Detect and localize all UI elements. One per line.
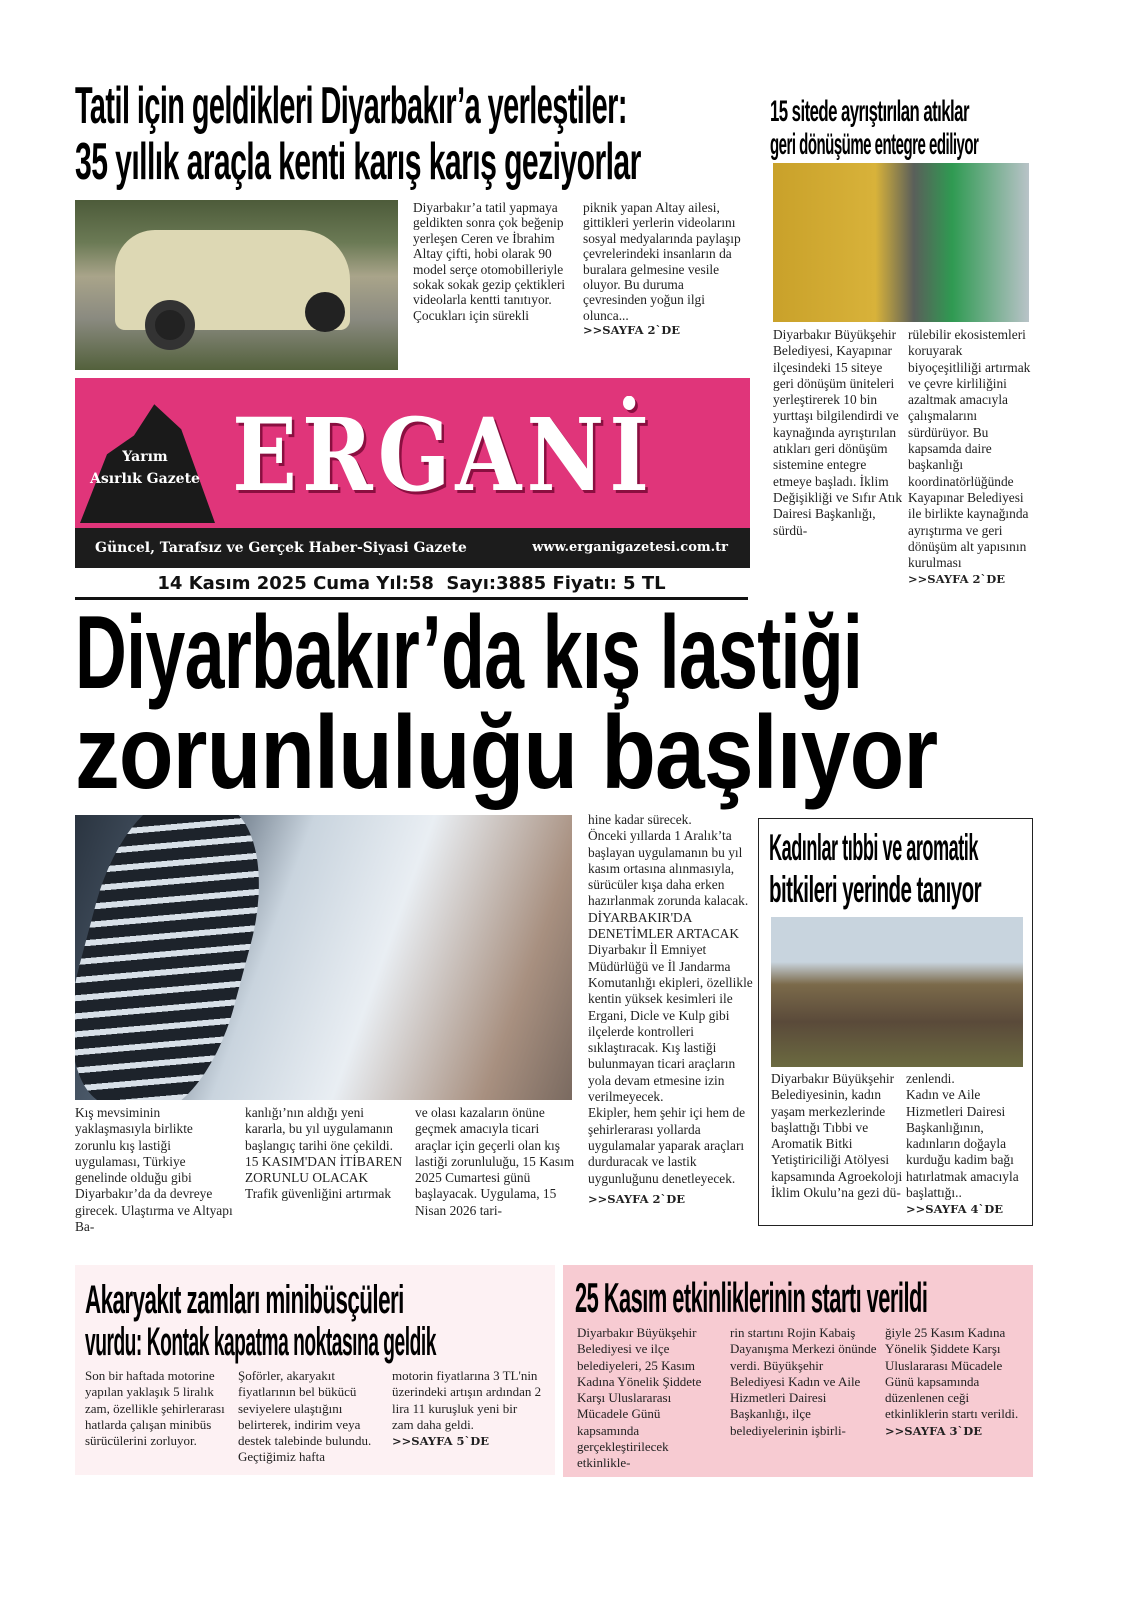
nov25-col1: Diyarbakır Büyükşehir Belediyesi ve ilçe belediyeleri, 25 Kasım Kadına Yönelik Şiddete Karşı Uluslararası Mücadele Günü kapsamında gerçekleştirilecek etkinlikle- <box>577 1325 702 1471</box>
nov25-col3 <box>885 1325 1030 1439</box>
top-story-col1: Diyarbakır’a tatil yapmaya geldikten sonra çok beğenip yerleşen Ceren ve İbrahim Altay çifti, hobi olarak 90 model serçe otomobilleriyle sokak sokak gezip çektikleri videolarla kentti tanıtıyor. Çocukları için sürekli <box>413 200 566 323</box>
nov25-box <box>563 1265 1033 1477</box>
headline-line: Diyarbakır’da kış lastiği <box>75 595 863 711</box>
headline-line: vurdu: Kontak kapatma noktasına geldik <box>85 1320 436 1364</box>
recycle-photo <box>773 163 1029 322</box>
herbs-photo <box>771 917 1023 1067</box>
headline-line: zorunluluğu başlıyor <box>75 695 938 811</box>
fuel-col1: Son bir haftada motorine yapılan yaklaşık 5 liralık zam, özellikle şehirlerarası hatlarda çalışan minibüs sürücülerini zorluyor. <box>85 1368 225 1449</box>
headline-line: Kadınlar tıbbi ve aromatik <box>769 827 978 868</box>
text: rülebilir ekosistemleri koruyarak biyoçeşitliliği artırmak ve çevre kirliliğini azaltmak amacıyla çalışmalarını sürdürüyor. Bu kapsamda daire başkanlığı koordinatörlüğünde Kayapınar Belediyesi ile birlikte kaynağında ayrıştırma ve geri dönüşüm alt yapısının kurulması <box>908 327 1031 571</box>
text: piknik yapan Altay ailesi, gittikleri yerlerin videolarını sosyal medyalarında paylaşıp çevrelerindeki insanların da buralara gelmesine vesile oluyor. Bu duruma çevresinden yoğun ilgi olunca... <box>583 200 741 323</box>
headline-line: 35 yıllık araçla kenti karış karış geziyorlar <box>75 133 641 191</box>
badge-line: Yarım <box>122 449 168 465</box>
text: ğiyle 25 Kasım Kadına Yönelik Şiddete Karşı Uluslararası Mücadele Günü kapsamında düzenlenen ceği etkinliklerin startı verildi. <box>885 1325 1019 1422</box>
herbs-headline <box>769 827 1029 911</box>
recycle-col2 <box>908 327 1032 588</box>
text: Kadın ve Aile Hizmetleri Dairesi Başkanlığının, kadınların doğayla kurduğu kadim bağı hatırlatmak amacıyla başlattığı.. <box>906 1087 1019 1201</box>
continue-link[interactable]: >>SAYFA 2`DE <box>588 1191 686 1206</box>
masthead-badge <box>85 446 205 490</box>
fuel-box <box>75 1265 555 1475</box>
subheading: DİYARBAKIR'DA DENETİMLER ARTACAK <box>588 909 739 942</box>
text: Önceki yıllarda 1 Aralık’ta başlayan uygulamanın bu yıl kasım ortasına alınmasıyla, sürücüler kışa daha erken hazırlanmak zorunda kalacak. <box>588 828 749 909</box>
headline-line: bitkileri yerinde tanıyor <box>769 869 982 910</box>
recycle-col1: Diyarbakır Büyükşehir Belediyesi, Kayapınar ilçesindeki 15 siteye geri dönüşüm üniteleri yerleştirerek 10 bin yurttaşı bilgilendirdi ve kaynağında ayrıştırılan atıkları geri dönüşüm sistemine entegre etmeye başladı. İklim Değişikliği ve Sıfır Atık Dairesi Başkanlığı, sürdü- <box>773 327 903 538</box>
continue-link[interactable]: >>SAYFA 4`DE <box>906 1202 1004 1217</box>
herbs-box <box>758 818 1033 1226</box>
headline-line: Akaryakıt zamları minibüsçüleri <box>85 1278 404 1322</box>
main-col4 <box>588 812 753 1207</box>
herbs-col1: Diyarbakır Büyükşehir Belediyesinin, kadın yaşam merkezlerinde başlattığı Tıbbi ve Aromatik Bitki Yetiştiriciliği Atölyesi kapsamında Agroekoloji İklim Okulu’na gezi dü- <box>771 1071 903 1201</box>
car-photo <box>75 200 398 370</box>
text: Ekipler, hem şehir içi hem de şehirlerarası yollarda uygulamalar yaparak araçları durduracak ve lastik uygunluğunu denetleyecek. <box>588 1105 746 1186</box>
text: motorin fiyatlarına 3 TL'nin üzerindeki artışın ardından 2 lira 11 kuruşluk yeni bir zam daha geldi. <box>392 1368 542 1432</box>
headline-line: Tatil için geldikleri Diyarbakır’a yerleştiler: <box>75 77 627 135</box>
badge-line: Asırlık Gazete <box>90 471 200 487</box>
headline-line: 15 sitede ayrıştırılan atıklar <box>770 95 969 128</box>
car-wheel <box>145 300 195 350</box>
masthead-name: ERGANİ <box>232 396 655 514</box>
text: Diyarbakır İl Emniyet Müdürlüğü ve İl Jandarma Komutanlığı ekipleri, özellikle kentin yüksek kesimleri ile Ergani, Dicle ve Kulp gibi ilçelerde kontrolleri sıklaştıracak. Kış lastiği bulunmayan ticari araçların yola devam etmesine izin verilmeyecek. <box>588 942 753 1105</box>
continue-link[interactable]: >>SAYFA 2`DE <box>908 572 1006 587</box>
headline-line: 25 Kasım etkinliklerinin startı verildi <box>575 1274 928 1321</box>
nov25-col2: rin startını Rojin Kabaiş Dayanışma Merkezi önünde verdi. Büyükşehir Belediyesi Kadın ve Aile Hizmetleri Dairesi Başkanlığı, ilçe belediyelerinin işbirli- <box>730 1325 877 1438</box>
winter-tire-photo <box>75 815 572 1100</box>
issue-line: 14 Kasım 2025 Cuma Yıl:58 Sayı:3885 Fiyatı: 5 TL <box>75 573 748 600</box>
recycle-headline <box>770 95 1032 161</box>
main-col3: ve olası kazaların önüne geçmek amacıyla ticari araçlar için geçerli olan kış lastiği zorunluluğu, 15 Kasım 2025 Cumartesi günü başlayacak. Uygulama, 15 Nisan 2026 tari- <box>415 1105 575 1218</box>
tire-shape <box>75 815 284 1100</box>
herbs-col2 <box>906 1071 1031 1218</box>
headline-line: geri dönüşüme entegre ediliyor <box>770 128 979 161</box>
nov25-headline <box>575 1275 1025 1321</box>
fuel-col3 <box>392 1368 542 1449</box>
text: hine kadar sürecek. <box>588 812 692 827</box>
top-story-headline <box>75 78 745 190</box>
subheading: 15 KASIM'DAN İTİBAREN ZORUNLU OLACAK <box>245 1153 403 1186</box>
top-story-col2 <box>583 200 750 339</box>
text: kanlığı’nın aldığı yeni kararla, bu yıl uygulamanın başlangıç tarihi öne çekildi. <box>245 1105 393 1153</box>
main-col2 <box>245 1105 407 1203</box>
text: Trafik güvenliğini artırmak <box>245 1186 392 1202</box>
fuel-col2: Şoförler, akaryakıt fiyatlarının bel bükücü seviyelere ulaştığını belirterek, indirim veya destek talebinde bulundu. Geçtiğimiz hafta <box>238 1368 372 1465</box>
main-col1: Kış mevsiminin yaklaşmasıyla birlikte zorunlu kış lastiği uygulaması, Türkiye genelinde olduğu gibi Diyarbakır’da da devreye girecek. Ulaştırma ve Altyapı Ba- <box>75 1105 233 1235</box>
website-link[interactable]: www.erganigazetesi.com.tr <box>532 540 728 555</box>
continue-link[interactable]: >>SAYFA 5`DE <box>392 1434 490 1449</box>
car-wheel <box>305 292 345 332</box>
main-headline <box>75 595 1035 811</box>
masthead <box>75 378 750 568</box>
text: zenlendi. <box>906 1071 955 1086</box>
masthead-bar <box>75 528 750 568</box>
fuel-headline <box>85 1279 550 1363</box>
continue-link[interactable]: >>SAYFA 3`DE <box>885 1423 983 1438</box>
continue-link[interactable]: >>SAYFA 2`DE <box>583 323 681 338</box>
tagline: Güncel, Tarafsız ve Gerçek Haber-Siyasi Gazete <box>95 540 467 556</box>
